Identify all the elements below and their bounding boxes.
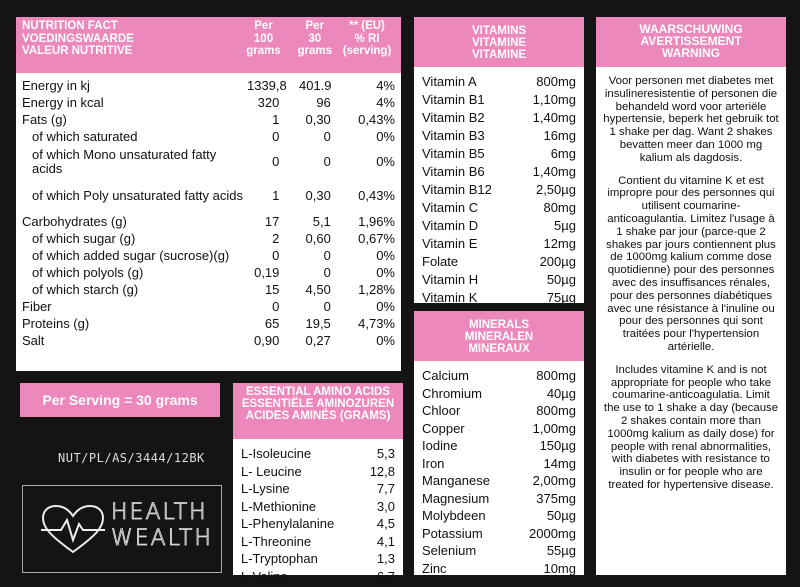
item-value: 16mg (543, 128, 576, 143)
nutrient-label: of which sugar (g) (32, 230, 136, 246)
list-item (241, 480, 395, 498)
item-name: L-Lysine (241, 481, 290, 496)
item-name: Vitamin D (422, 218, 479, 233)
item-value: 10mg (543, 560, 576, 576)
nutrient-label: of which starch (g) (32, 281, 139, 297)
list-item (422, 472, 576, 490)
list-item (422, 289, 576, 307)
value-per-100g: 65 (264, 315, 280, 331)
item-name: Chromium (422, 385, 482, 401)
nutrient-label: Carbohydrates (g) (22, 213, 127, 229)
header-line: MINERALS (468, 319, 530, 331)
reference-intake: 0% (376, 154, 395, 169)
col-head-line: ** (EU) (349, 20, 385, 32)
amino-header (233, 383, 403, 439)
value-per-100g: 0 (272, 128, 280, 144)
item-value: 80mg (543, 200, 576, 215)
nutrition-row (22, 264, 395, 281)
item-value: 800mg (536, 403, 576, 418)
list-item (422, 217, 576, 235)
item-value: 50µg (546, 508, 576, 523)
value-per-100g: 0 (272, 154, 280, 169)
nutrition-row (22, 128, 395, 145)
item-value: 2000mg (529, 525, 576, 541)
nutrient-label: Energy in kj (22, 77, 90, 93)
item-value: 7,7 (376, 481, 395, 496)
warning-paragraph-nl: Voor personen met diabetes met insulineresistentie of personen die behandeld word voor arteriële hypertensie, beperk het gebruik tot 1 shake per dag. Want 2 shakes bevatten meer dan 1000 mg kalium als dagdosis. (603, 75, 779, 164)
list-item (241, 515, 395, 533)
item-name: Vitamin H (422, 272, 479, 287)
list-item (422, 109, 576, 127)
item-name: L-Threonine (241, 533, 312, 549)
item-value: 200µg (539, 254, 576, 269)
minerals-header (414, 311, 584, 361)
item-value: 14mg (543, 455, 576, 471)
warning-text (596, 67, 786, 492)
header-line: VITAMINE (471, 49, 527, 61)
header-line: ACIDES AMINÉS (GRAMS) (245, 410, 391, 422)
product-code: NUT/PL/AS/3444/12BK (58, 451, 205, 465)
list-item (422, 490, 576, 508)
value-per-30g: 0,30 (305, 188, 331, 203)
list-item (422, 271, 576, 289)
list-item (422, 91, 576, 109)
item-name: L-Valine (241, 568, 288, 584)
value-per-30g: 0 (323, 154, 331, 169)
list-item (241, 445, 395, 463)
list-item (241, 463, 395, 481)
nutrition-body (16, 73, 401, 349)
vitamins-header (414, 17, 584, 67)
nutrient-label: Fats (g) (22, 111, 67, 127)
reference-intake: 0% (376, 128, 395, 144)
item-name: Selenium (422, 543, 477, 558)
value-per-30g: 0 (323, 264, 331, 280)
nutrition-header (16, 17, 401, 73)
warning-paragraph-fr: Contient du vitamine K et est impropre pour des personnes qui utilisent coumarine-anticoagulantia. Limitez l'usage à 1 shake par jour (parce-que 2 shakes par jours contiennent plus de 1000mg kalium comme dose quotidienne) pour des personnes avec des insuffisances rénales, pour des personnes diabétiques avec une résistance à l'inuline ou pour des personnes qui sont traitées pour l'hypertension artérielle. (606, 174, 776, 353)
logo-text-wealth: WEALTH (111, 526, 213, 551)
list-item (422, 385, 576, 403)
header-line: MINERAUX (468, 343, 530, 355)
list-item (422, 525, 576, 543)
item-name: L-Phenylalanine (241, 516, 335, 531)
list-item (422, 163, 576, 181)
item-value: 2,00mg (532, 473, 576, 488)
value-per-30g: 401.9 (298, 77, 332, 93)
heart-pulse-icon (41, 504, 105, 556)
item-value: 1,3 (376, 551, 395, 566)
item-name: Vitamin E (422, 236, 478, 251)
col-ri (339, 20, 395, 73)
reference-intake: 0% (376, 247, 395, 263)
reference-intake: 0,43% (358, 111, 395, 127)
nutrition-row (22, 315, 395, 332)
brand-logo (22, 485, 222, 573)
nutrient-label: Energy in kcal (22, 94, 104, 110)
nutrient-label: of which saturated (32, 128, 138, 144)
header-line: VITAMINS (471, 25, 527, 37)
nutrition-header-label (22, 20, 236, 73)
header-line: ESSENTIËLE AMINOZUREN (241, 398, 395, 410)
item-name: Magnesium (422, 490, 490, 506)
item-value: 4,5 (376, 516, 395, 531)
value-per-30g: 0 (323, 128, 331, 144)
col-head-line: 30 (308, 32, 322, 45)
item-name: Iron (422, 455, 445, 471)
reference-intake: 0% (376, 298, 395, 314)
item-name: L-Methionine (241, 498, 317, 514)
nutrient-label: of which polyols (g) (32, 264, 144, 280)
header-line: VITAMINE (471, 37, 527, 49)
list-item (422, 145, 576, 163)
serving-size-badge: Per Serving = 30 grams (20, 383, 220, 417)
list-item (422, 253, 576, 271)
header-line: VALEUR NUTRITIVE (22, 45, 133, 57)
nutrition-row (22, 213, 395, 230)
minerals-list (414, 361, 584, 577)
list-item (422, 507, 576, 525)
item-value: 800mg (536, 74, 576, 89)
list-item (241, 568, 395, 586)
item-value: 75µg (546, 290, 576, 305)
amino-list (233, 439, 403, 585)
item-value: 6mg (550, 146, 576, 161)
nutrient-label: of which Mono unsaturated fatty acids (32, 147, 217, 176)
item-name: Chloor (422, 403, 461, 418)
item-value: 5µg (554, 218, 576, 233)
item-name: Vitamin B3 (422, 128, 485, 143)
value-per-100g: 0 (272, 298, 280, 314)
nutrition-row (22, 145, 395, 179)
col-head-line: 100 (253, 32, 274, 45)
list-item (422, 181, 576, 199)
header-line: NUTRITION FACT (22, 20, 118, 32)
item-name: Vitamin B12 (422, 182, 492, 197)
value-per-100g: 1 (272, 188, 280, 203)
list-item (422, 367, 576, 385)
item-name: Vitamin B2 (422, 110, 485, 125)
nutrition-row (22, 179, 395, 213)
item-name: L- Leucine (241, 463, 302, 479)
nutrition-row (22, 111, 395, 128)
value-per-30g: 0 (323, 247, 331, 263)
item-name: Vitamin B5 (422, 146, 485, 161)
logo-text-health: HEALTH (111, 500, 208, 525)
list-item (422, 235, 576, 253)
value-per-100g: 15 (264, 281, 280, 297)
item-value: 5,3 (376, 446, 395, 461)
value-per-100g: 0,19 (254, 264, 280, 280)
nutrition-row (22, 247, 395, 264)
reference-intake: 0,67% (358, 230, 395, 246)
list-item (422, 420, 576, 438)
nutrition-row (22, 281, 395, 298)
vitamins-list (414, 67, 584, 307)
list-item (422, 542, 576, 560)
item-value: 1,10mg (532, 92, 576, 107)
item-value: 6,7 (376, 568, 395, 584)
item-name: Calcium (422, 368, 469, 383)
item-value: 800mg (536, 368, 576, 383)
nutrient-label: of which Poly unsaturated fatty acids (32, 188, 244, 203)
reference-intake: 4% (376, 94, 395, 110)
value-per-100g: 17 (264, 213, 280, 229)
item-name: Molybdeen (422, 508, 486, 523)
nutrient-label: Salt (22, 332, 45, 348)
nutrient-label: Proteins (g) (22, 315, 90, 331)
header-line: WAARSCHUWING (639, 22, 743, 36)
nutrition-facts-table (16, 17, 401, 371)
list-item (422, 437, 576, 455)
value-per-30g: 0 (323, 298, 331, 314)
reference-intake: 1,96% (358, 213, 395, 229)
item-name: Vitamin B6 (422, 164, 485, 179)
list-item (422, 455, 576, 473)
item-value: 50µg (546, 272, 576, 287)
col-head-line: % RI (354, 32, 380, 45)
header-line: MINERALEN (464, 331, 534, 343)
value-per-100g: 0 (272, 247, 280, 263)
value-per-30g: 5,1 (312, 213, 331, 229)
item-value: 1,00mg (532, 420, 576, 436)
col-head-line: grams (246, 45, 281, 57)
item-name: Vitamin A (422, 74, 477, 89)
nutrition-row (22, 94, 395, 111)
item-value: 12mg (543, 236, 576, 251)
value-per-30g: 0,27 (305, 332, 331, 348)
item-value: 55µg (546, 543, 576, 558)
nutrition-row (22, 298, 395, 315)
value-per-100g: 0,90 (254, 332, 280, 348)
list-item (422, 127, 576, 145)
reference-intake: 4% (376, 77, 395, 93)
item-value: 150µg (539, 438, 576, 453)
item-name: Iodine (422, 438, 458, 453)
header-line: ESSENTIAL AMINO ACIDS (246, 386, 390, 398)
value-per-30g: 96 (316, 94, 331, 110)
col-head-line: grams (297, 45, 333, 57)
warning-panel (596, 17, 786, 575)
value-per-30g: 4,50 (305, 281, 331, 297)
item-name: Zinc (422, 560, 447, 576)
value-per-100g: 320 (257, 94, 280, 110)
reference-intake: 0,43% (358, 188, 395, 203)
list-item (241, 498, 395, 516)
list-item (422, 560, 576, 578)
item-value: 375mg (536, 490, 576, 506)
reference-intake: 0% (376, 264, 395, 280)
item-name: L-Isoleucine (241, 446, 312, 461)
reference-intake: 0% (376, 332, 395, 348)
item-value: 3,0 (376, 498, 395, 514)
nutrition-row (22, 230, 395, 247)
nutrient-label: Fiber (22, 298, 52, 314)
reference-intake: 4,73% (358, 315, 395, 331)
nutrition-row (22, 77, 395, 94)
minerals-table (414, 311, 584, 575)
header-line: AVERTISSEMENT (640, 34, 742, 48)
value-per-100g: 1339,8 (246, 77, 287, 93)
list-item (422, 199, 576, 217)
col-head-line: (serving) (342, 45, 392, 57)
header-line: WARNING (662, 46, 720, 60)
item-name: Folate (422, 254, 459, 269)
value-per-100g: 2 (272, 230, 280, 246)
col-per-30 (291, 20, 339, 73)
nutrition-row (22, 332, 395, 349)
warning-paragraph-en: Includes vitamine K and is not appropriate for people who take coumarine-anticoagulatia. Limit the use to 1 shake a day (because 2 shakes contain more than 1000mg kalium as daily dose) for people with renal abnormalities, with diabetes with resistance to insulin or for people who are treated for hypertensive disease. (603, 363, 779, 491)
list-item (241, 550, 395, 568)
item-name: Potassium (422, 525, 483, 541)
item-value: 40µg (546, 385, 576, 401)
item-name: Vitamin B1 (422, 92, 485, 107)
list-item (422, 73, 576, 91)
item-name: Vitamin K (422, 290, 478, 305)
reference-intake: 1,28% (358, 281, 395, 297)
value-per-30g: 19,5 (305, 315, 331, 331)
list-item (422, 402, 576, 420)
item-value: 1,40mg (532, 164, 576, 179)
item-name: Copper (422, 420, 465, 436)
list-item (241, 533, 395, 551)
amino-acids-table (233, 383, 403, 584)
value-per-100g: 1 (272, 111, 280, 127)
item-value: 2,50µg (535, 182, 576, 197)
vitamins-table (414, 17, 584, 303)
item-name: Vitamin C (422, 200, 479, 215)
header-line: VOEDINGSWAARDE (22, 32, 134, 45)
item-value: 4,1 (376, 533, 395, 549)
item-value: 12,8 (369, 463, 395, 479)
col-head-line: Per (254, 20, 273, 32)
col-per-100 (236, 20, 290, 73)
value-per-30g: 0,60 (305, 230, 331, 246)
item-value: 1,40mg (532, 110, 576, 125)
warning-header (596, 17, 786, 67)
nutrient-label: of which added sugar (sucrose)(g) (32, 247, 230, 263)
item-name: L-Tryptophan (241, 551, 318, 566)
col-head-line: Per (305, 20, 325, 32)
item-name: Manganese (422, 473, 490, 488)
value-per-30g: 0,30 (305, 111, 331, 127)
